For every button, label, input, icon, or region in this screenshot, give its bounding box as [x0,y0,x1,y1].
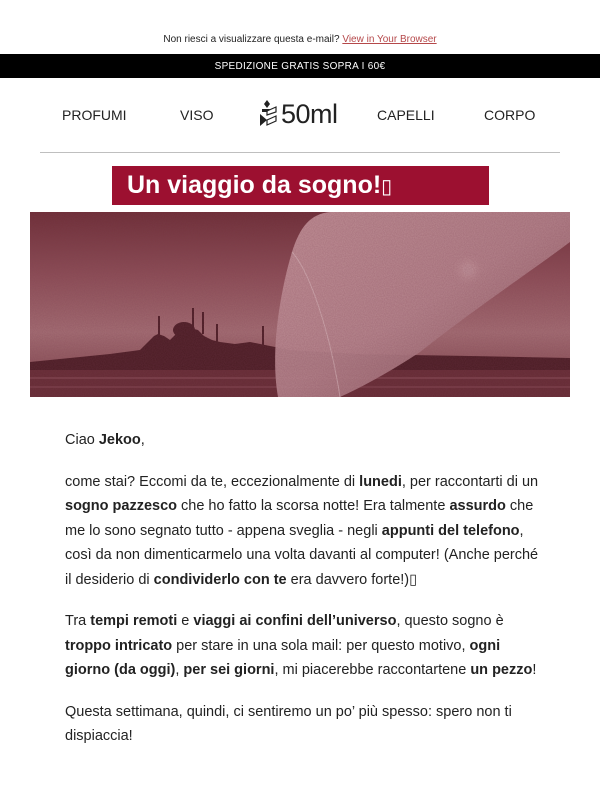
body-text: Questa settimana, quindi, ci sentiremo un po’ più spesso: spero non ti dispiaccia! [65,703,512,744]
body-emphasis: viaggi ai confini dell’universo [193,613,397,629]
brand-logo[interactable] [258,96,344,132]
body-emphasis: condividerlo con te [153,571,287,588]
body-text: , questo sogno è [396,613,504,629]
greeting-name: Jekoo [98,432,141,448]
body-text: Tra [65,613,91,629]
greeting-text: , [140,432,145,448]
body-paragraph-1 [65,470,545,593]
email-body [65,428,545,766]
headline-title: Un viaggio da sogno! [127,171,382,199]
body-emphasis: ogni giorno (da oggi) [65,637,501,678]
body-text: , mi piacerebbe raccontartene [274,662,471,678]
main-nav [0,78,600,152]
view-in-browser-link[interactable]: View in Your Browser [342,34,437,45]
preheader-text: Non riesci a visualizzare questa e-mail? [163,34,343,45]
body-text: come stai? Eccomi da te, eccezionalmente di [65,473,360,490]
body-text: che ho fatto la scorsa notte! Era talmente [177,498,450,514]
body-paragraph-2 [65,609,545,683]
body-emphasis: un pezzo [470,662,533,678]
brand-logo-mark-icon [258,99,280,129]
free-shipping-bar [0,54,600,78]
body-emphasis: lunedi [359,473,402,490]
body-text: , così da non dimenticarmelo una volta davanti al computer! (Anche perché il desiderio di [65,522,539,588]
body-text: ! [532,662,537,678]
nav-item-corpo[interactable]: CORPO [484,107,536,123]
free-shipping-text: SPEDIZIONE GRATIS SOPRA I 60€ [214,60,386,72]
sunset-city-silhouette-photo-icon [30,212,570,397]
greeting-paragraph [65,428,545,453]
body-emphasis: appunti del telefono [381,522,520,539]
body-text: e [177,613,194,629]
nav-item-viso[interactable]: VISO [180,107,214,123]
greeting-text: Ciao [65,432,99,448]
body-emphasis: per sei giorni [183,662,275,678]
body-text: per stare in una sola mail: per questo motivo, [172,637,470,654]
headline-banner [112,166,489,205]
brand-logo-text: 50ml [281,98,338,129]
body-text: era davvero forte!)▯ [286,571,418,588]
body-text: , per raccontarti di un [401,473,539,490]
preheader [0,0,600,54]
nav-item-profumi[interactable]: PROFUMI [62,107,127,123]
body-emphasis: troppo intricato [65,637,173,654]
body-paragraph-3 [65,700,545,749]
body-emphasis: assurdo [449,498,506,514]
nav-item-capelli[interactable]: CAPELLI [377,107,435,123]
body-text: , [175,662,184,678]
nav-divider [40,152,560,153]
body-emphasis: sogno pazzesco [65,498,177,514]
headline-glyph: ▯ [381,176,393,198]
body-text: che me lo sono segnato tutto - appena sveglia - negli [65,498,534,539]
hero-image[interactable] [30,212,570,397]
body-emphasis: tempi remoti [90,613,178,629]
